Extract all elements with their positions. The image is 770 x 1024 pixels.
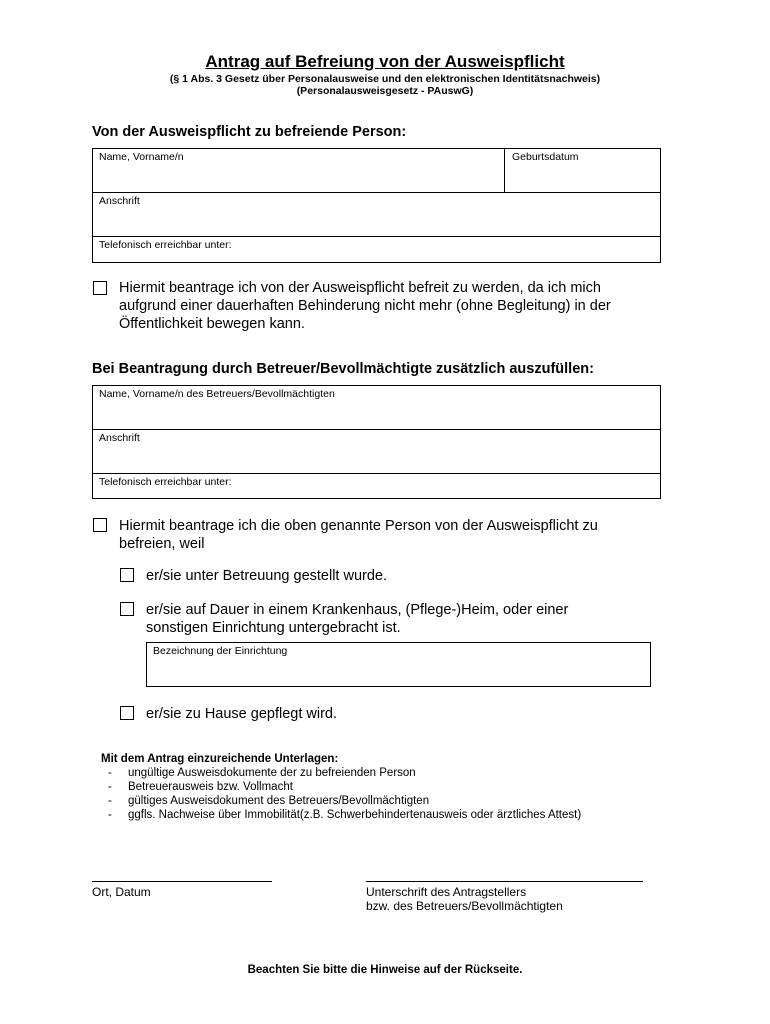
document-item: - ungültige Ausweisdokumente der zu befreienden Person (108, 767, 416, 779)
legal-reference: (§ 1 Abs. 3 Gesetz über Personalausweise und den elektronischen Identitätsnachweis) (169, 73, 601, 85)
section2-heading: Bei Beantragung durch Betreuer/Bevollmächtigte zusätzlich auszufüllen: (92, 361, 594, 377)
name-field[interactable] (93, 149, 505, 193)
page-title: Antrag auf Befreiung von der Ausweispflicht (205, 52, 565, 71)
document-item-text: ggfls. Nachweise über Immobilität(z.B. Schwerbehindertenausweis oder ärztliches Attest) (128, 809, 582, 821)
signature-label (366, 885, 563, 913)
guardian-request-line: Hiermit beantrage ich die oben genannte Person von der Ausweispflicht zu (119, 518, 598, 534)
document-item: - gültiges Ausweisdokument des Betreuers/Bevollmächtigten (108, 795, 430, 807)
address-label: Anschrift (99, 195, 140, 207)
guardian-details-table (92, 385, 661, 499)
name-label: Name, Vorname/n (99, 151, 184, 163)
guardian-name-label: Name, Vorname/n des Betreuers/Bevollmächtigten (99, 388, 335, 400)
document-item-text: gültiges Ausweisdokument des Betreuers/Bevollmächtigten (128, 795, 430, 807)
facility-field[interactable] (146, 642, 651, 687)
guardian-request-line: befreien, weil (119, 536, 205, 552)
phone-label: Telefonisch erreichbar unter: (99, 239, 232, 251)
reason-institution-text (146, 601, 666, 637)
self-request-checkbox[interactable] (93, 281, 107, 295)
reason-home-care-checkbox[interactable] (120, 706, 134, 720)
self-request-line: Hiermit beantrage ich von der Ausweispflicht befreit zu werden, da ich mich (119, 280, 601, 296)
signature-line[interactable] (366, 881, 643, 882)
document-item: - ggfls. Nachweise über Immobilität(z.B. Schwerbehindertenausweis oder ärztliches Attest) (108, 809, 582, 821)
reason-guardianship-checkbox[interactable] (120, 568, 134, 582)
self-request-line: aufgrund einer dauerhaften Behinderung nicht mehr (ohne Begleitung) in der (119, 298, 611, 314)
document-item: - Betreuerausweis bzw. Vollmacht (108, 781, 293, 793)
place-date-line[interactable] (92, 881, 272, 882)
guardian-address-label: Anschrift (99, 432, 140, 444)
reason-guardianship-label: er/sie unter Betreuung gestellt wurde. (146, 568, 387, 584)
law-short-name: (Personalausweisgesetz - PAuswG) (296, 85, 474, 97)
self-request-text (119, 279, 679, 333)
name-row (93, 149, 660, 193)
signature-label-line: Unterschrift des Antragstellers (366, 885, 527, 899)
document-item-text: ungültige Ausweisdokumente der zu befreienden Person (128, 767, 416, 779)
guardian-phone-label: Telefonisch erreichbar unter: (99, 476, 232, 488)
reason-institution-checkbox[interactable] (120, 602, 134, 616)
documents-heading: Mit dem Antrag einzureichende Unterlagen: (101, 753, 339, 765)
facility-label: Bezeichnung der Einrichtung (153, 645, 288, 657)
guardian-name-field[interactable] (93, 386, 660, 430)
address-field[interactable] (93, 193, 660, 237)
guardian-request-checkbox[interactable] (93, 518, 107, 532)
reason-institution-line: sonstigen Einrichtung untergebracht ist. (146, 620, 401, 636)
documents-list (108, 766, 668, 822)
birthdate-label: Geburtsdatum (512, 151, 579, 163)
signature-label-line: bzw. des Betreuers/Bevollmächtigten (366, 899, 563, 913)
guardian-phone-field[interactable] (93, 474, 660, 499)
document-item-text: Betreuerausweis bzw. Vollmacht (128, 781, 293, 793)
guardian-request-text (119, 517, 679, 553)
person-details-table (92, 148, 661, 263)
place-date-label: Ort, Datum (92, 885, 151, 899)
self-request-line: Öffentlichkeit bewegen kann. (119, 316, 305, 332)
guardian-address-field[interactable] (93, 430, 660, 474)
footer-note: Beachten Sie bitte die Hinweise auf der Rückseite. (247, 964, 523, 976)
phone-field[interactable] (93, 237, 660, 263)
birthdate-field[interactable] (504, 149, 660, 193)
section1-heading: Von der Ausweispflicht zu befreiende Person: (92, 124, 407, 140)
reason-home-care-label: er/sie zu Hause gepflegt wird. (146, 706, 338, 722)
reason-institution-line: er/sie auf Dauer in einem Krankenhaus, (Pflege-)Heim, oder einer (146, 602, 569, 618)
